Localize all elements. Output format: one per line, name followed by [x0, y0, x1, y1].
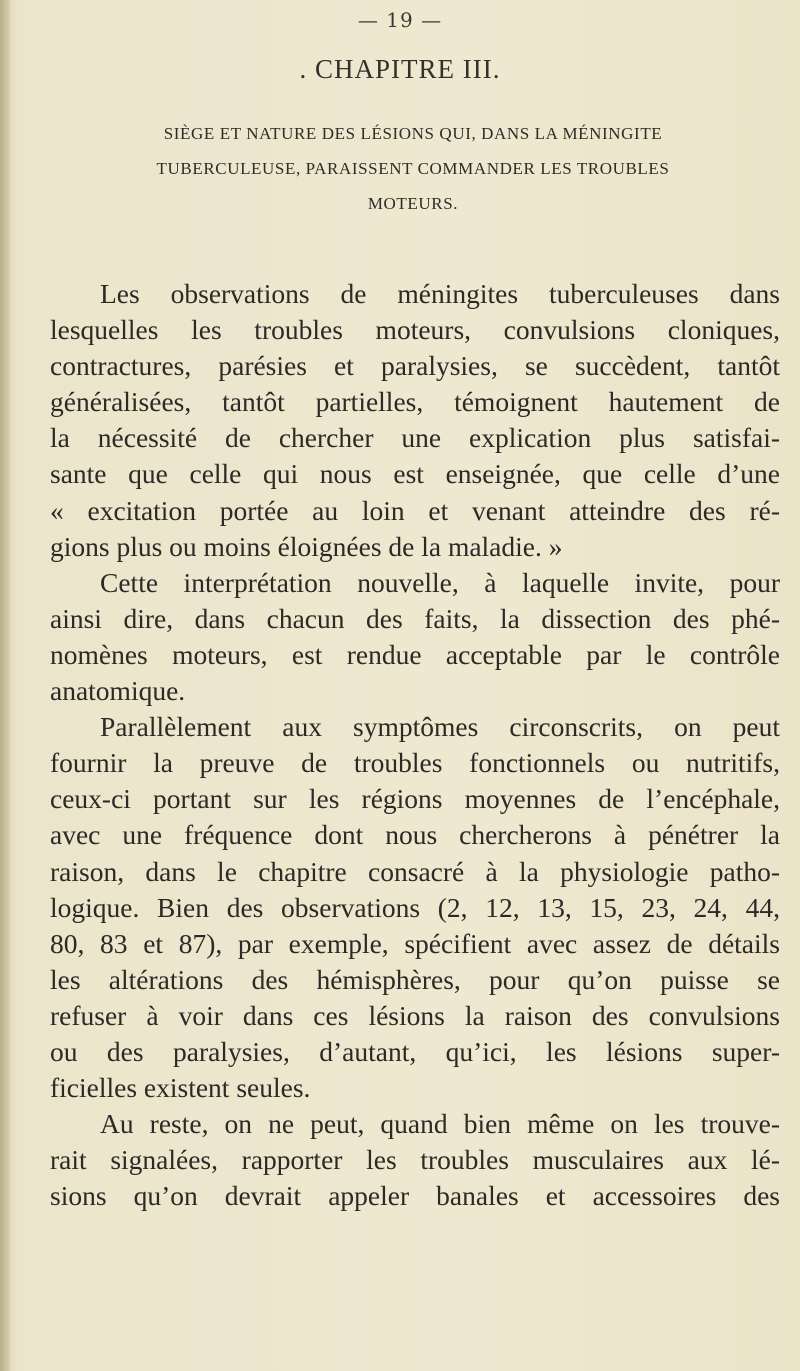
paragraph-line: contractures, parésies et paralysies, se succèdent, tantôt	[50, 350, 780, 382]
paragraph-line: raison, dans le chapitre consacré à la physiologie patho-	[50, 855, 780, 887]
paragraph-line: la nécessité de chercher une explication plus satisfai-	[50, 422, 780, 454]
paragraph-line: fournir la preuve de troubles fonctionnels ou nutritifs,	[50, 747, 780, 779]
paragraph-line: logique. Bien des observations (2, 12, 13, 15, 23, 24, 44,	[50, 891, 780, 923]
page-spine-shadow	[0, 0, 10, 1371]
subtitle-line: MOTEURS.	[367, 194, 459, 213]
paragraph-line: ceux-ci portant sur les régions moyennes de l’encéphale,	[50, 783, 780, 815]
paragraph-line: ficielles existent seules.	[50, 1072, 311, 1104]
paragraph-line: refuser à voir dans ces lésions la raison des convulsions	[50, 999, 780, 1031]
paragraph-line: sante que celle qui nous est enseignée, que celle d’une	[50, 458, 780, 490]
chapter-title: . CHAPITRE III.	[299, 54, 501, 84]
paragraph-line: ou des paralysies, d’autant, qu’ici, les lésions super-	[50, 1035, 780, 1067]
paragraph-line: 80, 83 et 87), par exemple, spécifient avec assez de détails	[50, 927, 780, 959]
paragraph-line: rait signalées, rapporter les troubles musculaires aux lé-	[50, 1144, 780, 1176]
paragraph-line: lesquelles les troubles moteurs, convulsions cloniques,	[50, 314, 780, 346]
paragraph-line: Les observations de méningites tuberculeuses dans	[100, 278, 780, 309]
subtitle-line: TUBERCULEUSE, PARAISSENT COMMANDER LES TROUBLES	[156, 159, 670, 178]
paragraph-line: ainsi dire, dans chacun des faits, la dissection des phé-	[50, 602, 780, 634]
page-number: — 19 —	[357, 8, 443, 32]
paragraph-line: Au reste, on ne peut, quand bien même on les trouve-	[100, 1108, 780, 1140]
paragraph-line: anatomique.	[50, 675, 186, 707]
paragraph-line: sions qu’on devrait appeler banales et accessoires des	[50, 1180, 780, 1212]
subtitle-line: SIÈGE ET NATURE DES LÉSIONS QUI, DANS LA MÉNINGITE	[163, 124, 663, 143]
paragraph-line: « excitation portée au loin et venant atteindre des ré-	[50, 494, 780, 526]
paragraph-line: les altérations des hémisphères, pour qu’on puisse se	[50, 963, 780, 995]
paragraph-line: nomènes moteurs, est rendue acceptable par le contrôle	[50, 638, 780, 670]
paragraph-line: généralisées, tantôt partielles, témoignent hautement de	[50, 386, 780, 418]
paragraph-line: Cette interprétation nouvelle, à laquelle invite, pour	[100, 566, 780, 598]
paragraph-line: gions plus ou moins éloignées de la maladie. »	[50, 530, 563, 562]
paragraph-line: Parallèlement aux symptômes circonscrits, on peut	[100, 711, 780, 743]
paragraph-line: avec une fréquence dont nous chercherons à pénétrer la	[50, 819, 780, 851]
chapter-subtitle	[50, 116, 776, 221]
body-text	[50, 276, 780, 1214]
